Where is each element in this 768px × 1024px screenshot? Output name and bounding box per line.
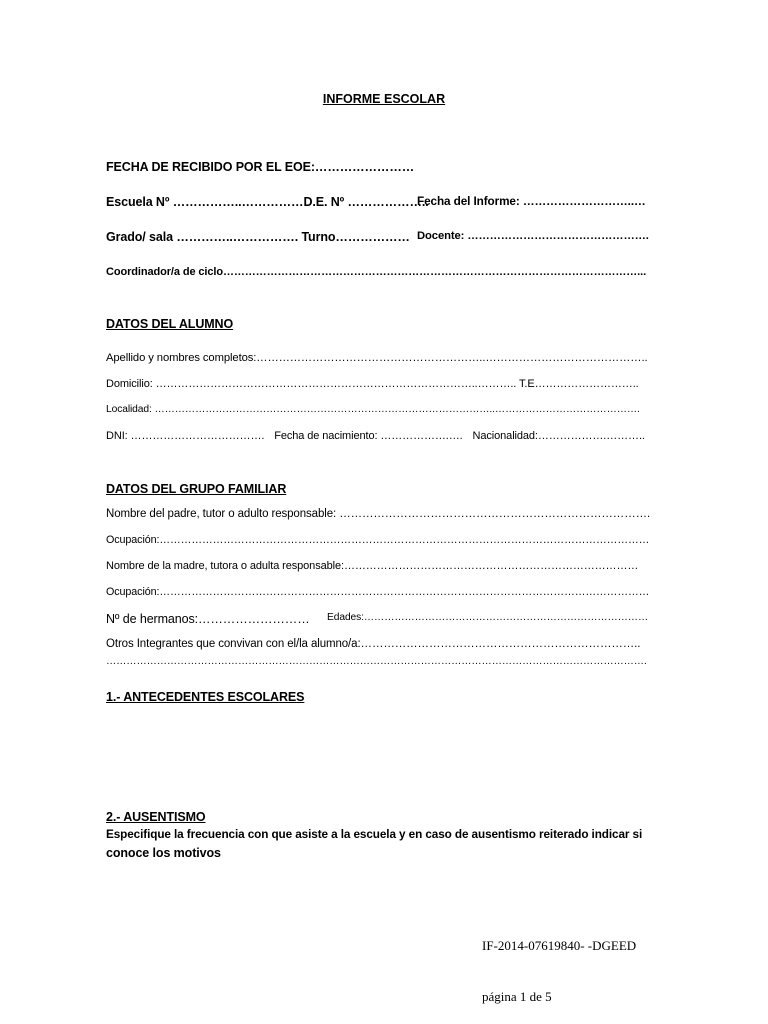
domicilio-field: Domicilio: ……………………………………………………………………………..……….. T.E……………………….. xyxy=(106,378,639,390)
nacionalidad-field: Nacionalidad:……………….……….. xyxy=(472,430,645,442)
ocupacion-padre-field: Ocupación:………………………………………………………………………………………………………………………… xyxy=(106,534,650,546)
padre-field: Nombre del padre, tutor o adulto responsable: ………………………………………………………………………. xyxy=(106,508,651,520)
grupo-familiar-heading: DATOS DEL GRUPO FAMILIAR xyxy=(106,482,287,496)
escuela-field: Escuela Nº ……………..……………D.E. Nº ……………….. xyxy=(106,195,429,209)
document-id: IF-2014-07619840- -DGEED xyxy=(482,938,637,953)
docente-field: Docente: …………………………………………. xyxy=(417,230,649,242)
dni-row xyxy=(106,430,645,442)
document-title: INFORME ESCOLAR xyxy=(322,92,446,106)
otros-integrantes-field: Otros Integrantes que convivan con el/la alumno/a:……………………………………………………………….. xyxy=(106,638,641,650)
grado-field: Grado/ sala …………..……………. Turno……………… xyxy=(106,230,410,244)
ausentismo-instructions-line2: conoce los motivos xyxy=(106,846,221,860)
datos-alumno-heading: DATOS DEL ALUMNO xyxy=(106,317,234,331)
ausentismo-heading: 2.- AUSENTISMO xyxy=(106,810,206,824)
coordinador-field: Coordinador/a de ciclo……………………………………………………………………………………………………... xyxy=(106,266,647,278)
otros-integrantes-continuation: ……………………………………………………………………………………………………………………………………………. xyxy=(106,656,647,667)
madre-field: Nombre de la madre, tutora o adulta responsable:……………………………………………………………………… xyxy=(106,560,639,572)
hermanos-field: Nº de hermanos:……………………… xyxy=(106,612,310,626)
nacimiento-field: Fecha de nacimiento: ……………….…. xyxy=(274,430,463,442)
ausentismo-instructions-line1: Especifique la frecuencia con que asiste a la escuela y en caso de ausentismo reiterado indicar si xyxy=(106,828,643,841)
ocupacion-madre-field: Ocupación:………………………………………………………………………………………………………………………… xyxy=(106,586,650,598)
dni-field: DNI: ………………………………. xyxy=(106,430,265,442)
apellido-field: Apellido y nombres completos:……………………………………………………..…………………………………….. xyxy=(106,352,648,364)
fecha-recibido-field: FECHA DE RECIBIDO POR EL EOE:…………………… xyxy=(106,160,415,174)
fecha-informe-field: Fecha del Informe: ………………………..… xyxy=(417,195,646,208)
antecedentes-heading: 1.- ANTECEDENTES ESCOLARES xyxy=(106,690,305,704)
edades-field: Edades:………………………………………………………………………… xyxy=(327,612,649,623)
page-number: página 1 de 5 xyxy=(482,989,552,1004)
localidad-field: Localidad: ………………………………………………………………………………………..……………………………………. xyxy=(106,404,640,415)
